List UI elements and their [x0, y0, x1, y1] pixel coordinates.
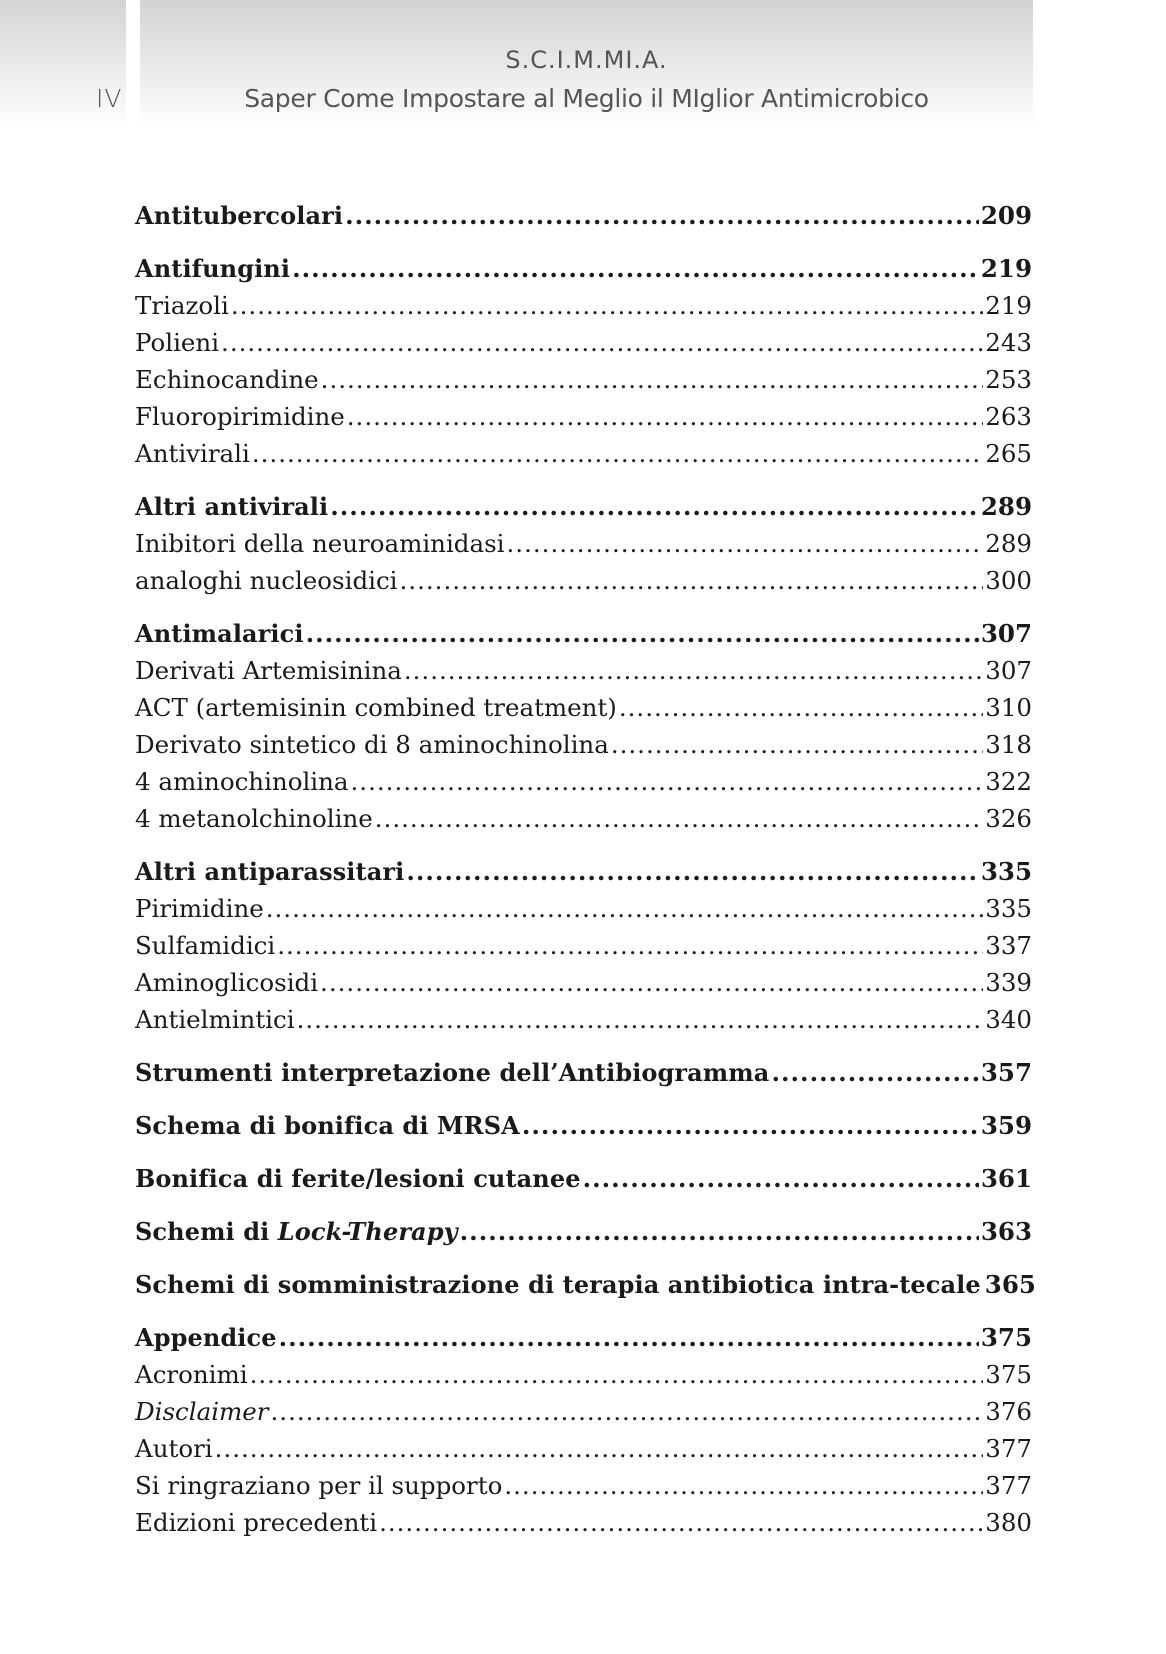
- toc-entry-page: 335: [985, 894, 1032, 923]
- toc-entry-title-text: Inibitori della neuroaminidasi: [135, 529, 505, 558]
- toc-entry-page: 359: [980, 1111, 1032, 1140]
- toc-section-row[interactable]: [135, 488, 1032, 525]
- toc-entry-page: 253: [985, 365, 1032, 394]
- toc-entry-title: [135, 1160, 581, 1197]
- toc-entry-page: 322: [985, 767, 1032, 796]
- toc-item-row[interactable]: [135, 890, 1032, 927]
- toc-item-row[interactable]: [135, 1430, 1032, 1467]
- toc-entry-page: 377: [985, 1471, 1032, 1500]
- dot-leader: [252, 435, 983, 472]
- toc-section-row[interactable]: [135, 250, 1032, 287]
- toc-entry-title-text: Altri antiparassitari: [135, 857, 405, 886]
- dot-leader: [522, 1107, 979, 1144]
- toc-section-row[interactable]: [135, 615, 1032, 652]
- toc-entry-page: 310: [985, 693, 1032, 722]
- toc-entry-title-text: Autori: [135, 1434, 213, 1463]
- dot-leader: [320, 964, 983, 1001]
- toc-item-row[interactable]: [135, 964, 1032, 1001]
- toc-entry-title: [135, 763, 349, 800]
- toc-section-row[interactable]: [135, 1266, 1036, 1303]
- dot-leader: [460, 1213, 979, 1250]
- toc-item-row[interactable]: [135, 726, 1032, 763]
- toc-entry-page: 300: [985, 566, 1032, 595]
- toc-item-row[interactable]: [135, 525, 1032, 562]
- toc-entry-title: [135, 964, 318, 1001]
- toc-entry-title-text: ACT (artemisinin combined treatment): [135, 693, 617, 722]
- toc-item-row[interactable]: [135, 562, 1032, 599]
- toc-entry-title-text: Altri antivirali: [135, 492, 329, 521]
- toc-entry-page: 243: [985, 328, 1032, 357]
- toc-entry-title-text: Si ringraziano per il supporto: [135, 1471, 503, 1500]
- dot-leader: [221, 324, 983, 361]
- toc-item-row[interactable]: [135, 800, 1032, 837]
- dot-leader: [271, 1393, 984, 1430]
- toc-entry-page: 375: [985, 1360, 1032, 1389]
- book-subtitle: Saper Come Impostare al Meglio il MIglior Antimicrobico: [244, 84, 929, 113]
- dot-leader: [771, 1054, 978, 1091]
- toc-entry-page: 376: [985, 1397, 1032, 1426]
- toc-item-row[interactable]: [135, 287, 1032, 324]
- toc-entry-title: [135, 525, 505, 562]
- toc-entry-title: [135, 1467, 502, 1504]
- toc-item-row[interactable]: [135, 763, 1032, 800]
- dot-leader: [375, 800, 983, 837]
- toc-entry-title: [135, 1356, 248, 1393]
- toc-entry-title-text: 4 metanolchinoline: [135, 804, 373, 833]
- toc-entry-title-text: Schemi di somministrazione di terapia antibiotica intra-tecale: [135, 1270, 981, 1299]
- toc-entry-title-italic: Disclaimer: [135, 1397, 269, 1426]
- toc-entry-title: [135, 1430, 213, 1467]
- toc-entry-page: 209: [980, 201, 1032, 230]
- toc-entry-title: [135, 398, 345, 435]
- dot-leader: [611, 726, 983, 763]
- toc-entry-page: 219: [985, 291, 1032, 320]
- toc-entry-title: [135, 726, 609, 763]
- toc-item-row[interactable]: [135, 361, 1032, 398]
- toc-entry-title-text: Bonifica di ferite/lesioni cutanee: [135, 1164, 581, 1193]
- dot-leader: [215, 1430, 984, 1467]
- toc-item-row[interactable]: [135, 927, 1032, 964]
- dot-leader: [583, 1160, 979, 1197]
- toc-entry-title: [135, 800, 373, 837]
- toc-entry-title: [135, 488, 328, 525]
- toc-entry-title-text: Antitubercolari: [135, 201, 344, 230]
- toc-entry-title-italic: Lock-Therapy: [277, 1217, 458, 1246]
- toc-section-row[interactable]: [135, 853, 1032, 890]
- toc-entry-title-text: Triazoli: [135, 291, 229, 320]
- toc-section-row[interactable]: [135, 1107, 1032, 1144]
- toc-entry-title-text: Sulfamidici: [135, 931, 276, 960]
- dot-leader: [345, 197, 979, 234]
- dot-leader: [404, 652, 983, 689]
- toc-entry-title: [135, 562, 398, 599]
- toc-entry-title: [135, 287, 229, 324]
- toc-entry-page: 377: [985, 1434, 1032, 1463]
- toc-entry-title: [135, 324, 219, 361]
- toc-entry-title-text: Appendice: [135, 1323, 277, 1352]
- table-of-contents: [135, 197, 1036, 1541]
- toc-item-row[interactable]: [135, 398, 1032, 435]
- dot-leader: [406, 853, 979, 890]
- dot-leader: [306, 615, 979, 652]
- toc-entry-title-text: Acronimi: [135, 1360, 248, 1389]
- toc-entry-title-text: Schemi di: [135, 1217, 278, 1246]
- toc-entry-page: 307: [985, 656, 1032, 685]
- toc-section-row[interactable]: [135, 1054, 1032, 1091]
- book-title: S.C.I.M.MI.A.: [505, 46, 668, 74]
- toc-item-row[interactable]: [135, 652, 1032, 689]
- toc-entry-title-text: Fluoropirimidine: [135, 402, 345, 431]
- dot-leader: [231, 287, 983, 324]
- dot-leader: [330, 488, 979, 525]
- dot-leader: [504, 1467, 983, 1504]
- toc-entry-title-text: 4 aminochinolina: [135, 767, 349, 796]
- toc-item-row[interactable]: [135, 324, 1032, 361]
- toc-entry-page: 380: [985, 1508, 1032, 1537]
- toc-entry-title-text: Edizioni precedenti: [135, 1508, 378, 1537]
- toc-entry-title: [135, 689, 617, 726]
- dot-leader: [321, 361, 984, 398]
- toc-entry-title: [135, 1266, 981, 1303]
- toc-entry-title-text: Aminoglicosidi: [135, 968, 319, 997]
- toc-entry-page: 335: [980, 857, 1032, 886]
- toc-entry-page: 363: [980, 1217, 1032, 1246]
- toc-section-row[interactable]: [135, 1160, 1032, 1197]
- toc-entry-title: [135, 927, 275, 964]
- toc-entry-title-text: Pirimidine: [135, 894, 264, 923]
- toc-entry-page: 318: [985, 730, 1032, 759]
- toc-section-row[interactable]: [135, 197, 1032, 234]
- toc-entry-title: [135, 652, 402, 689]
- toc-entry-title: [135, 615, 304, 652]
- dot-leader: [250, 1356, 984, 1393]
- toc-entry-title-text: Schema di bonifica di MRSA: [135, 1111, 520, 1140]
- toc-section-row[interactable]: [135, 1213, 1032, 1250]
- toc-entry-title: [135, 1054, 769, 1091]
- toc-entry-title-text: Derivato sintetico di 8 aminochinolina: [135, 730, 609, 759]
- toc-entry-page: 219: [980, 254, 1032, 283]
- dot-leader: [347, 398, 983, 435]
- dot-leader: [379, 1504, 983, 1541]
- toc-item-row[interactable]: [135, 1001, 1032, 1038]
- toc-item-row[interactable]: [135, 1504, 1032, 1541]
- toc-entry-title-text: Polieni: [135, 328, 220, 357]
- dot-leader: [279, 1319, 979, 1356]
- toc-item-row[interactable]: [135, 1467, 1032, 1504]
- toc-entry-page: 263: [985, 402, 1032, 431]
- toc-entry-title-text: Echinocandine: [135, 365, 319, 394]
- toc-entry-title: [135, 250, 290, 287]
- toc-entry-page: 339: [985, 968, 1032, 997]
- toc-entry-title-text: Antielmintici: [135, 1005, 295, 1034]
- toc-entry-title: [135, 853, 404, 890]
- toc-entry-title-text: Antimalarici: [135, 619, 304, 648]
- toc-item-row[interactable]: [135, 1356, 1032, 1393]
- toc-entry-title: [135, 435, 250, 472]
- toc-entry-title: [135, 1319, 277, 1356]
- toc-entry-page: 340: [985, 1005, 1032, 1034]
- toc-item-row[interactable]: [135, 435, 1032, 472]
- toc-entry-title-text: analoghi nucleosidici: [135, 566, 398, 595]
- toc-item-row[interactable]: [135, 1393, 1032, 1430]
- dot-leader: [292, 250, 979, 287]
- toc-entry-page: 337: [985, 931, 1032, 960]
- toc-entry-page: 289: [985, 529, 1032, 558]
- toc-entry-page: 307: [980, 619, 1032, 648]
- toc-entry-title-text: Antivirali: [135, 439, 250, 468]
- toc-entry-page: 326: [985, 804, 1032, 833]
- toc-entry-page: 265: [985, 439, 1032, 468]
- dot-leader: [507, 525, 984, 562]
- toc-entry-title: [135, 1001, 295, 1038]
- toc-entry-page: 365: [984, 1270, 1036, 1299]
- toc-entry-title-text: Strumenti interpretazione dell’Antibiogramma: [135, 1058, 770, 1087]
- toc-entry-page: 289: [980, 492, 1032, 521]
- toc-entry-title: [135, 1393, 269, 1430]
- toc-entry-page: 361: [980, 1164, 1032, 1193]
- dot-leader: [351, 763, 984, 800]
- toc-entry-title: [135, 361, 319, 398]
- page-number: IV: [96, 84, 123, 113]
- toc-entry-title: [135, 890, 264, 927]
- dot-leader: [266, 890, 984, 927]
- toc-section-row[interactable]: [135, 1319, 1032, 1356]
- dot-leader: [297, 1001, 984, 1038]
- toc-entry-page: 357: [980, 1058, 1032, 1087]
- toc-entry-title: [135, 197, 343, 234]
- toc-entry-title: [135, 1504, 377, 1541]
- dot-leader: [400, 562, 984, 599]
- toc-entry-title: [135, 1213, 458, 1250]
- toc-entry-title-text: Antifungini: [135, 254, 291, 283]
- dot-leader: [277, 927, 983, 964]
- toc-entry-title-text: Derivati Artemisinina: [135, 656, 402, 685]
- toc-entry-title: [135, 1107, 520, 1144]
- dot-leader: [619, 689, 983, 726]
- toc-item-row[interactable]: [135, 689, 1032, 726]
- toc-entry-page: 375: [980, 1323, 1032, 1352]
